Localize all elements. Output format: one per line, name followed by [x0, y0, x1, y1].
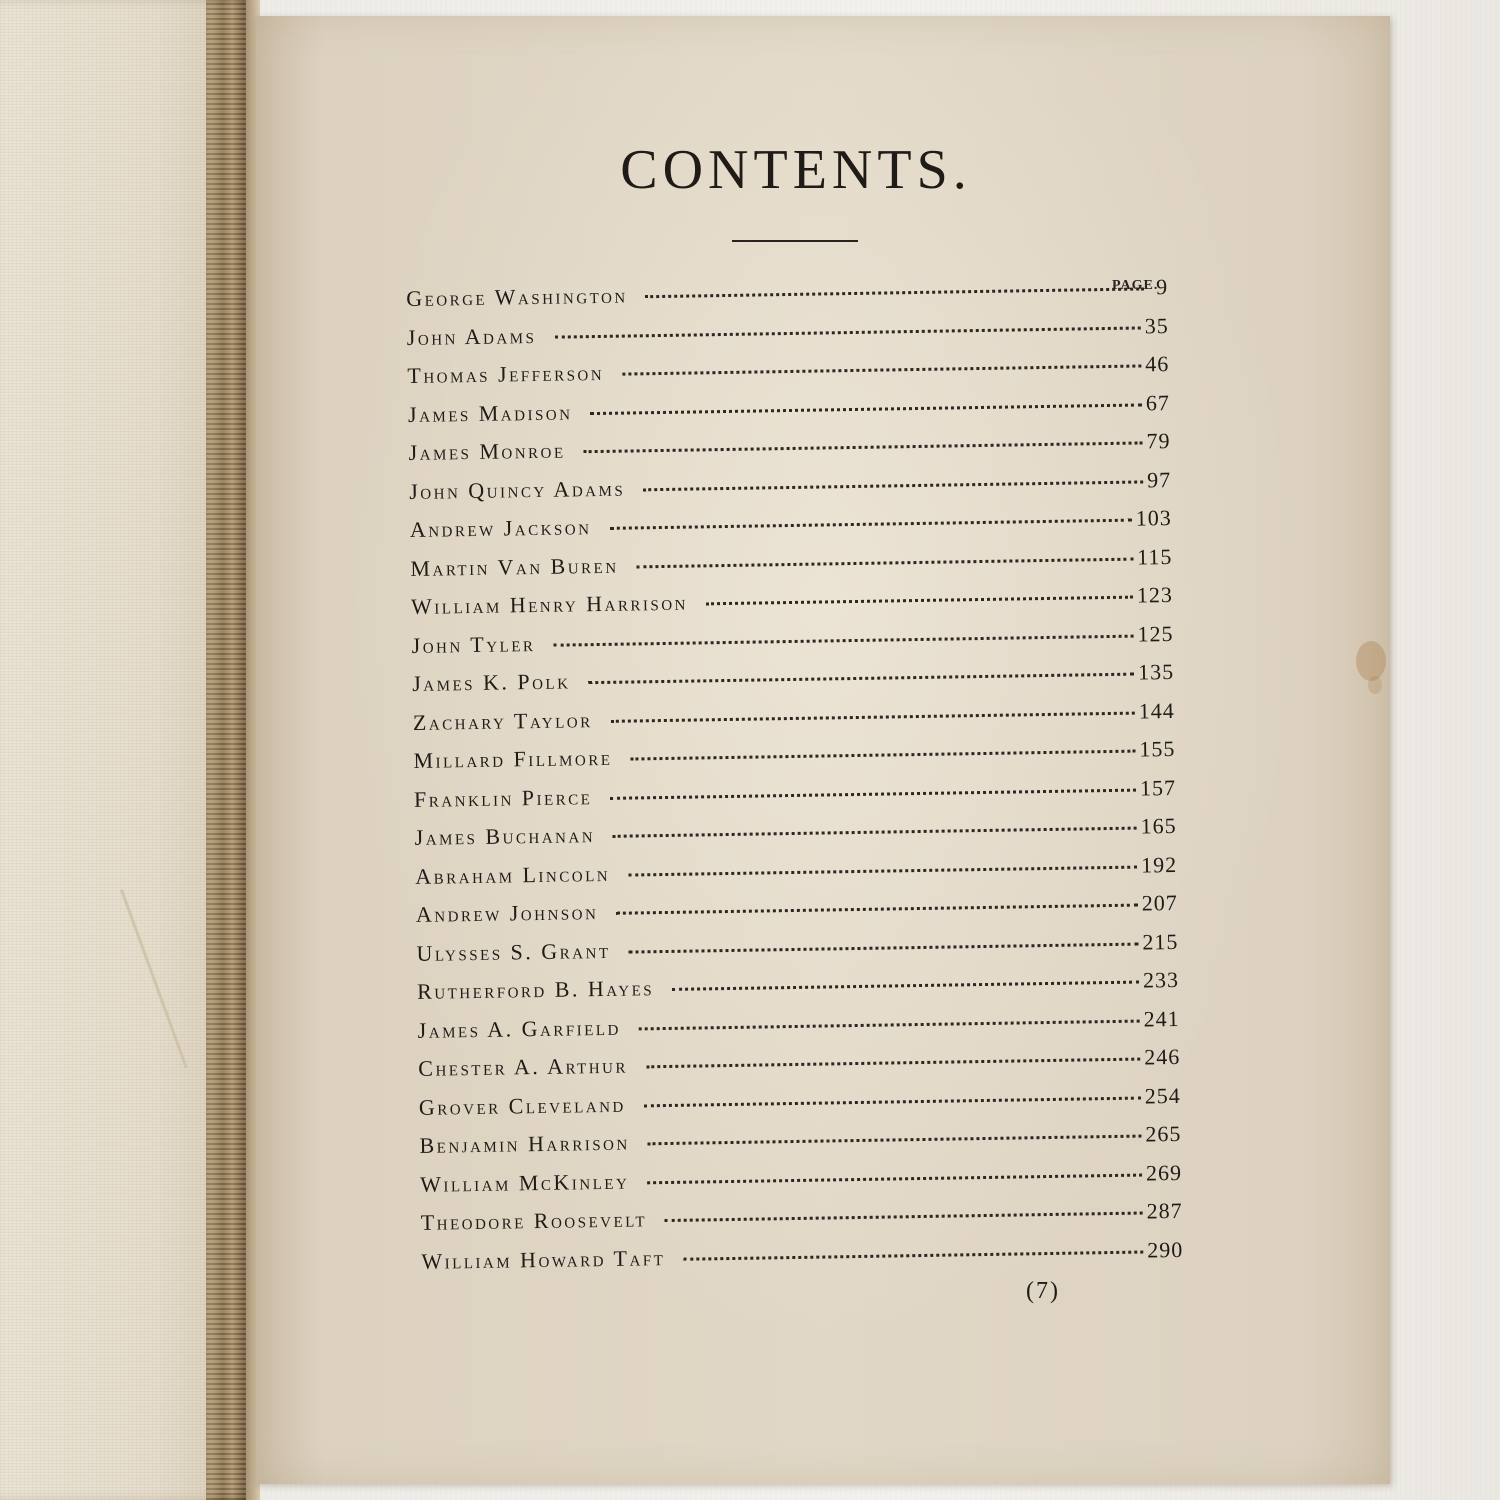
- entry-page-number: 207: [1141, 889, 1178, 916]
- entry-page-number: 103: [1135, 505, 1172, 531]
- entry-name: John Adams: [406, 322, 537, 350]
- entry-page-number: 79: [1146, 428, 1171, 454]
- dot-leader: [646, 1058, 1140, 1069]
- page-title: CONTENTS.: [620, 139, 972, 201]
- dot-leader: [706, 596, 1133, 606]
- dot-leader: [646, 287, 1145, 298]
- dot-leader: [616, 904, 1138, 915]
- entry-name: Grover Cleveland: [418, 1091, 626, 1120]
- dot-leader: [590, 403, 1142, 415]
- entry-name: Theodore Roosevelt: [420, 1206, 648, 1235]
- entry-page-number: 290: [1147, 1236, 1184, 1262]
- entry-page-number: 46: [1145, 351, 1170, 377]
- dot-leader: [584, 441, 1143, 453]
- dot-leader: [622, 364, 1141, 375]
- page-column-label: PAGE.: [1112, 278, 1159, 293]
- dot-leader: [613, 827, 1137, 838]
- entry-page-number: 157: [1139, 774, 1177, 801]
- entry-page-number: 35: [1144, 312, 1169, 338]
- dot-leader: [628, 865, 1137, 876]
- entry-page-number: 265: [1145, 1120, 1182, 1147]
- entry-name: William McKinley: [419, 1168, 630, 1197]
- entry-page-number: 144: [1138, 697, 1175, 724]
- entry-name: John Quincy Adams: [409, 475, 626, 504]
- entry-name: John Tyler: [411, 630, 536, 658]
- entry-page-number: 165: [1140, 812, 1177, 839]
- entry-page-number: 67: [1145, 389, 1171, 415]
- entry-page-number: 115: [1136, 543, 1173, 570]
- entry-page-number: 233: [1142, 966, 1180, 993]
- dot-leader: [648, 1135, 1142, 1146]
- dot-leader: [643, 480, 1143, 491]
- entry-page-number: 287: [1146, 1197, 1183, 1224]
- entry-page-number: 125: [1137, 620, 1174, 647]
- dot-leader: [610, 788, 1136, 799]
- dot-leader: [609, 519, 1131, 530]
- entry-name: Andrew Johnson: [415, 899, 599, 927]
- entry-name: Millard Fillmore: [413, 744, 613, 773]
- dot-leader: [611, 711, 1135, 722]
- entry-page-number: 135: [1137, 658, 1175, 685]
- book-cover-board: [0, 0, 222, 1500]
- entry-page-number: 97: [1146, 466, 1172, 492]
- entry-name: Andrew Jackson: [409, 514, 592, 542]
- page-stain: [1356, 641, 1386, 681]
- entry-name: James Madison: [407, 398, 573, 427]
- entry-name: William Howard Taft: [421, 1244, 666, 1274]
- entry-page-number: 254: [1144, 1082, 1181, 1108]
- contents-page: [256, 16, 1390, 1484]
- entry-page-number: 192: [1140, 851, 1178, 878]
- entry-name: James A. Garfield: [417, 1014, 621, 1043]
- page-number: (7): [1026, 1278, 1060, 1304]
- entry-page-number: 241: [1143, 1005, 1180, 1032]
- entry-name: Abraham Lincoln: [415, 860, 611, 889]
- dot-leader: [554, 326, 1140, 338]
- entry-name: Benjamin Harrison: [419, 1129, 630, 1158]
- entry-name: George Washington: [406, 282, 628, 311]
- entry-name: Martin Van Buren: [410, 552, 619, 581]
- dot-leader: [553, 634, 1133, 646]
- dot-leader: [637, 557, 1134, 568]
- frayed-thread: [120, 889, 188, 1069]
- dot-leader: [630, 750, 1135, 761]
- title-rule: [732, 240, 858, 242]
- dot-leader: [628, 942, 1138, 953]
- dot-leader: [639, 1019, 1140, 1030]
- dot-leader: [647, 1173, 1142, 1184]
- entry-page-number: 215: [1142, 928, 1179, 955]
- entry-page-number: 269: [1145, 1159, 1183, 1185]
- entry-name: William Henry Harrison: [410, 589, 689, 619]
- entry-page-number: 246: [1144, 1043, 1181, 1070]
- dot-leader: [665, 1212, 1143, 1223]
- entry-name: Zachary Taylor: [412, 706, 593, 735]
- dot-leader: [672, 981, 1139, 991]
- entry-page-number: 123: [1136, 581, 1174, 608]
- entry-name: Rutherford B. Hayes: [416, 975, 655, 1004]
- entry-page-number: 155: [1139, 735, 1176, 762]
- entry-name: James Monroe: [408, 437, 566, 465]
- dot-leader: [683, 1250, 1143, 1260]
- entry-name: James K. Polk: [412, 668, 571, 696]
- entry-page-number: 9: [1155, 274, 1169, 300]
- entry-name: Ulysses S. Grant: [416, 937, 611, 966]
- entry-name: James Buchanan: [414, 822, 596, 850]
- page-stain: [1368, 676, 1382, 694]
- dot-leader: [644, 1096, 1141, 1107]
- entry-name: Chester A. Arthur: [418, 1052, 629, 1081]
- dot-leader: [588, 673, 1134, 685]
- entry-name: Thomas Jefferson: [407, 359, 605, 388]
- contents-list: [406, 274, 1184, 1287]
- entry-name: Franklin Pierce: [413, 783, 593, 812]
